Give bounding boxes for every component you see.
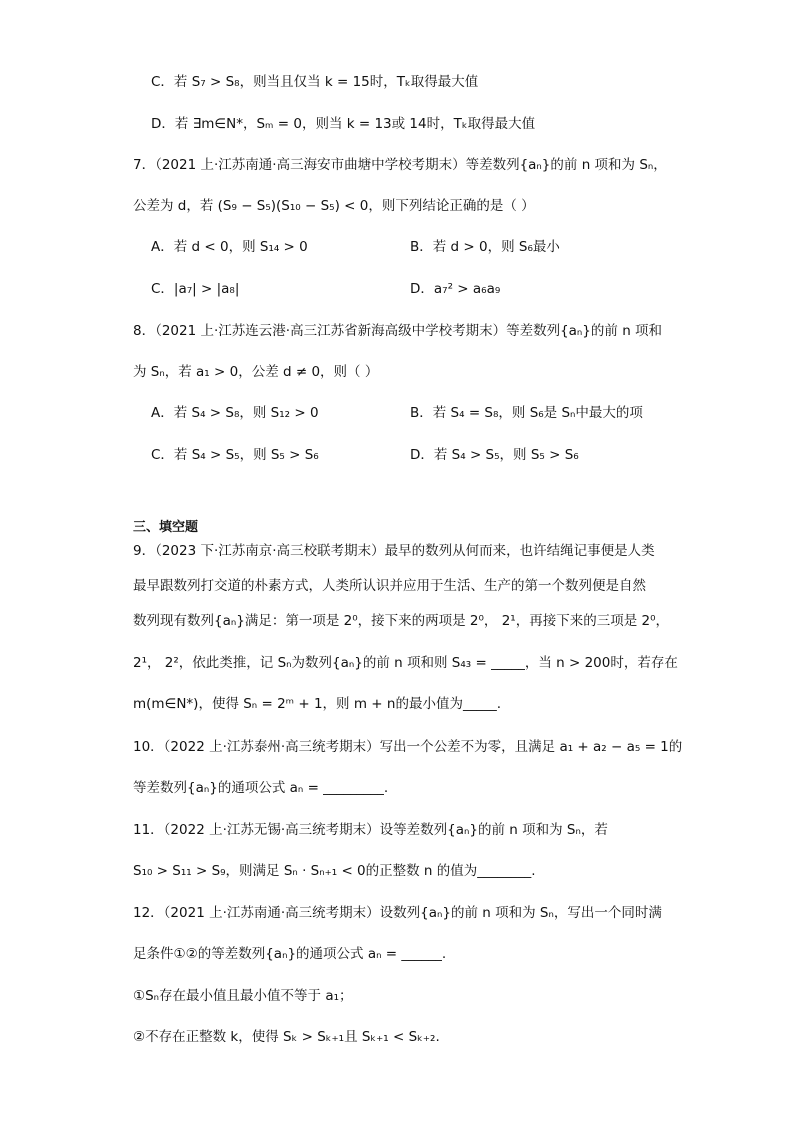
question-8-stem-1: 8．（2021 上·江苏连云港·高三江苏省新海高级中学校考期末）等差数列{aₙ}的前 n 项和: [133, 323, 663, 339]
option-8d: D．若 S₄ > S₅，则 S₅ > S₆: [410, 447, 579, 463]
question-11-line-2: S₁₀ > S₁₁ > S₉，则满足 Sₙ · Sₙ₊₁ < 0的正整数 n 的值为________.: [133, 863, 536, 879]
question-9-line-5: m(m∈N*)，使得 Sₙ = 2ᵐ + 1，则 m + n的最小值为_____.: [133, 696, 501, 712]
question-12-line-2: 足条件①②的等差数列{aₙ}的通项公式 aₙ = ______.: [133, 946, 447, 962]
option-6c: C．若 S₇ > S₈，则当且仅当 k = 15时，Tₖ取得最大值: [151, 74, 479, 90]
question-11-line-1: 11．（2022 上·江苏无锡·高三统考期末）设等差数列{aₙ}的前 n 项和为 Sₙ，若: [133, 822, 608, 838]
question-10-line-1: 10．（2022 上·江苏泰州·高三统考期末）写出一个公差不为零，且满足 a₁ + a₂ − a₅ = 1的: [133, 739, 683, 755]
option-7c: C．|a₇| > |a₈|: [151, 281, 240, 297]
option-7b: B．若 d > 0，则 S₆最小: [410, 239, 560, 255]
question-7-stem-2: 公差为 d，若 (S₉ − S₅)(S₁₀ − S₅) < 0，则下列结论正确的是（ ）: [133, 198, 535, 214]
option-6d: D．若 ∃m∈N*，Sₘ = 0，则当 k = 13或 14时，Tₖ取得最大值: [151, 116, 536, 132]
option-8a: A．若 S₄ > S₈，则 S₁₂ > 0: [151, 405, 319, 421]
option-7a: A．若 d < 0，则 S₁₄ > 0: [151, 239, 308, 255]
question-9-line-3: 数列现有数列{aₙ}满足：第一项是 2⁰，接下来的两项是 2⁰， 2¹，再接下来的三项是 2⁰，: [133, 613, 669, 629]
question-9-line-1: 9．（2023 下·江苏南京·高三校联考期末）最早的数列从何而来，也许结绳记事便是人类: [133, 543, 655, 559]
question-12-line-1: 12．（2021 上·江苏南通·高三统考期末）设数列{aₙ}的前 n 项和为 Sₙ，写出一个同时满: [133, 905, 662, 921]
option-8c: C．若 S₄ > S₅，则 S₅ > S₆: [151, 447, 319, 463]
question-12-condition-1: ①Sₙ存在最小值且最小值不等于 a₁；: [133, 988, 353, 1004]
question-7-stem-1: 7．（2021 上·江苏南通·高三海安市曲塘中学校考期末）等差数列{aₙ}的前 n 项和为 Sₙ，: [133, 157, 667, 173]
question-8-stem-2: 为 Sₙ，若 a₁ > 0，公差 d ≠ 0，则（ ）: [133, 364, 379, 380]
question-9-line-4: 2¹， 2²，依此类推，记 Sₙ为数列{aₙ}的前 n 项和则 S₄₃ = _____，当 n > 200时，若存在: [133, 655, 678, 671]
question-10-line-2: 等差数列{aₙ}的通项公式 aₙ = _________.: [133, 780, 389, 796]
option-8b: B．若 S₄ = S₈，则 S₆是 Sₙ中最大的项: [410, 405, 643, 421]
question-9-line-2: 最早跟数列打交道的朴素方式，人类所认识并应用于生活、生产的第一个数列便是自然: [133, 578, 646, 594]
option-7d: D．a₇² > a₆a₉: [410, 281, 501, 297]
section-heading: 三、填空题: [133, 520, 199, 535]
question-12-condition-2: ②不存在正整数 k，使得 Sₖ > Sₖ₊₁且 Sₖ₊₁ < Sₖ₊₂.: [133, 1029, 440, 1045]
